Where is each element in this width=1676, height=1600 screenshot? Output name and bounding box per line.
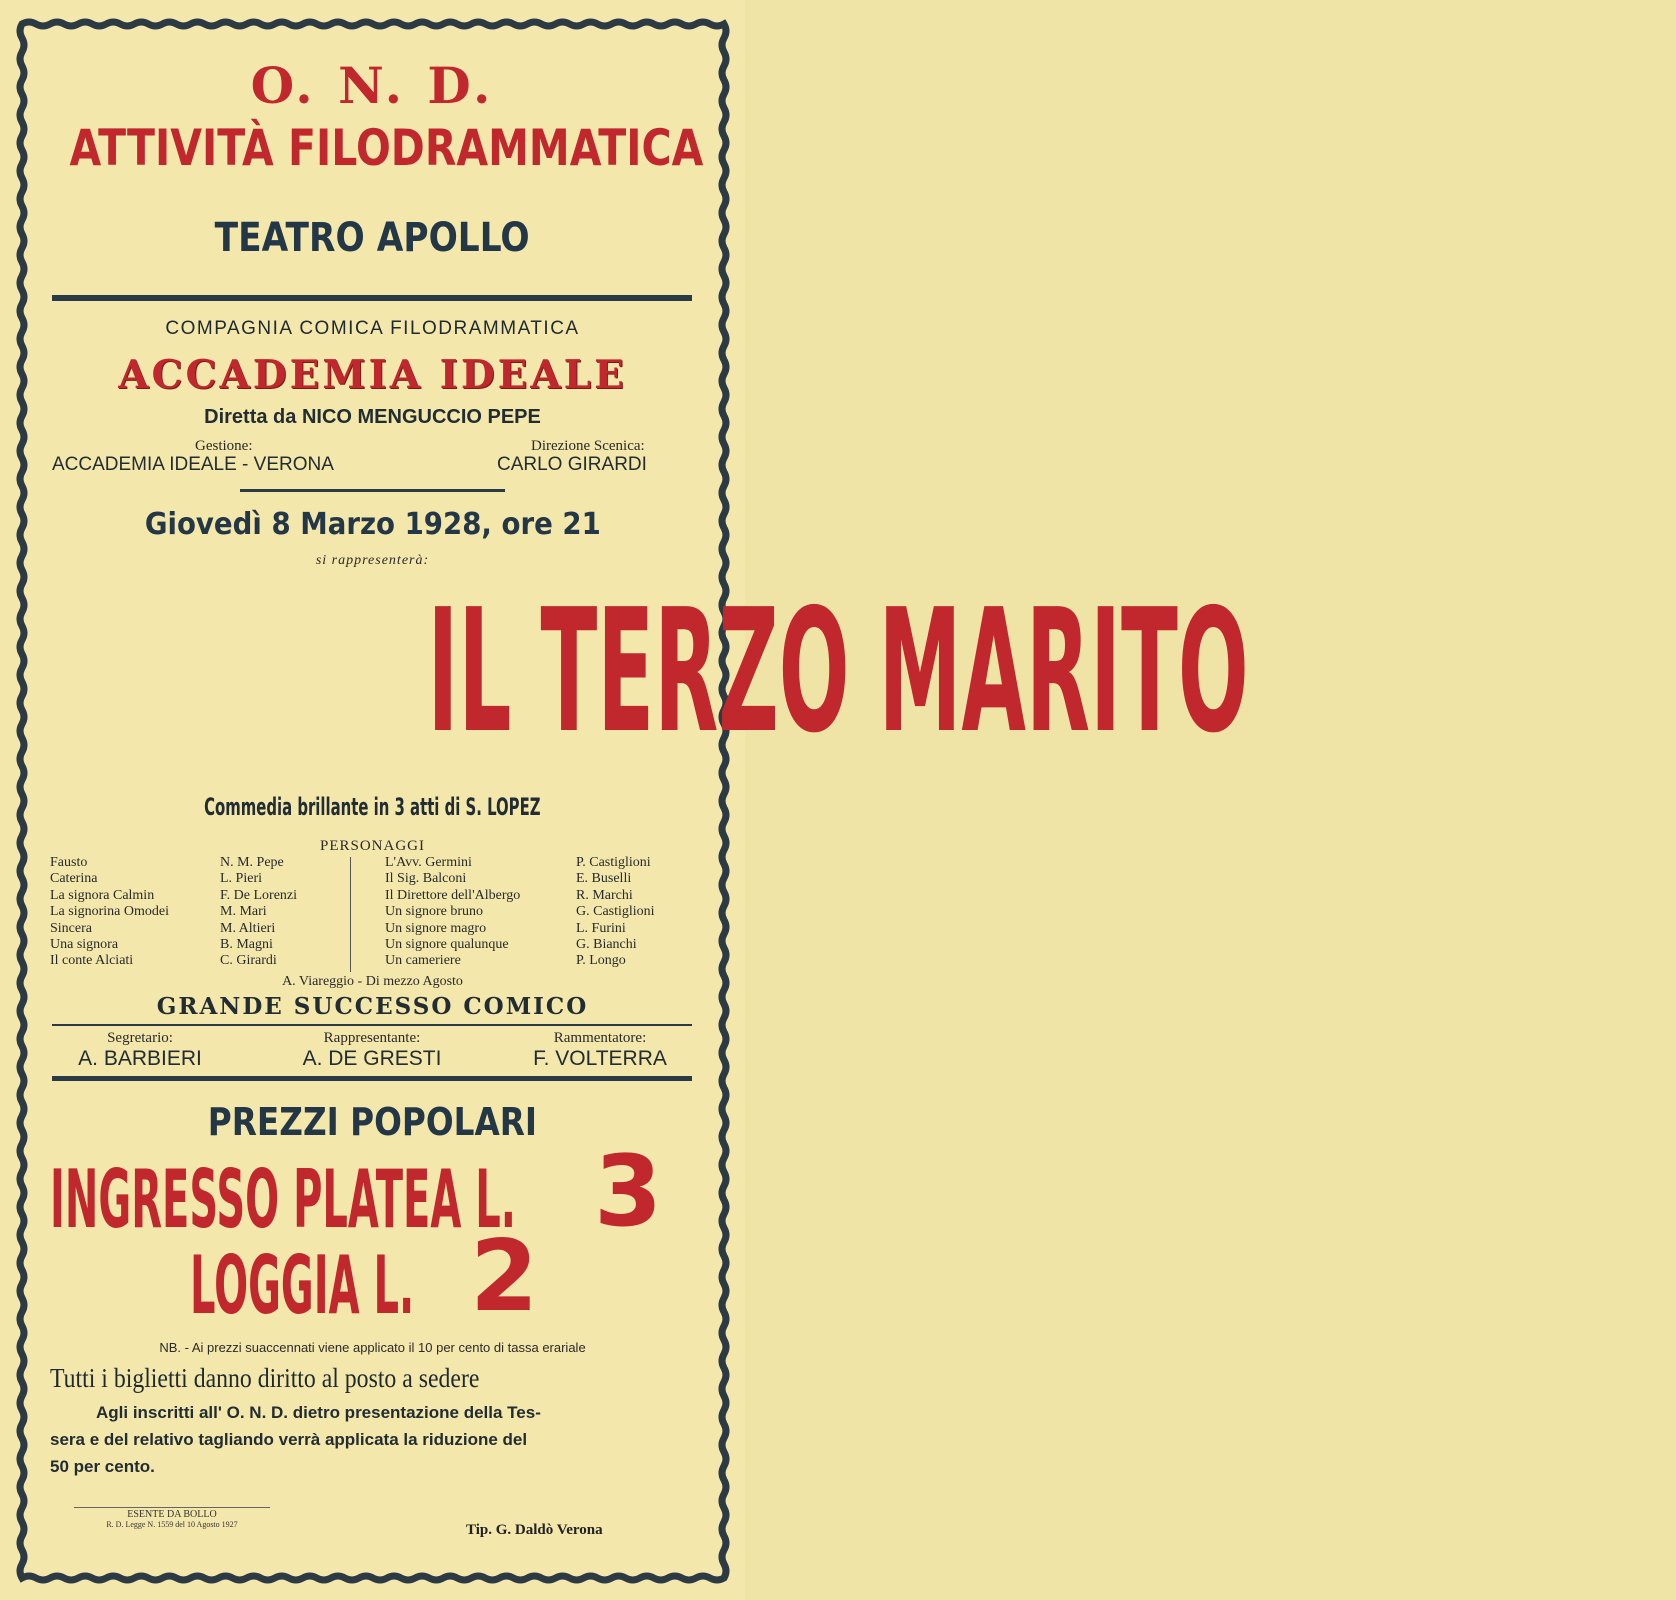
gestione-label: Gestione: xyxy=(195,438,253,454)
platea-price-value: 3 xyxy=(594,1135,663,1249)
cast-role: Il conte Alciati xyxy=(50,953,134,969)
play-title-text: IL TERZO MARITO xyxy=(427,573,1249,771)
cast-actor: R. Marchi xyxy=(576,887,633,903)
cast-actor: G. Castiglioni xyxy=(576,904,655,920)
cast-right-roles xyxy=(385,855,520,970)
cast-actor: P. Castiglioni xyxy=(576,855,651,870)
seats-notice-text: Tutti i biglietti danno diritto al posto a sedere xyxy=(50,1363,480,1393)
cast-role: Un signore qualunque xyxy=(385,937,509,953)
cast-column-divider xyxy=(350,857,351,972)
company-name: ACCADEMIA IDEALE xyxy=(118,352,627,398)
divider xyxy=(52,1024,692,1026)
cast-role: Un signore bruno xyxy=(385,904,483,920)
activity-title xyxy=(0,118,745,178)
staff-label: Segretario: xyxy=(107,1030,173,1046)
cast-role: Fausto xyxy=(50,855,88,870)
cast-right-actors xyxy=(576,855,655,970)
cast-setting: A. Viareggio - Di mezzo Agosto xyxy=(282,974,463,989)
short-divider xyxy=(240,489,505,492)
cast-actor: L. Furini xyxy=(576,920,626,936)
cast-role: Sincera xyxy=(50,920,92,936)
loggia-price-label xyxy=(190,1238,638,1338)
direzione-value: CARLO GIRARDI xyxy=(497,454,647,475)
cast-actor: C. Girardi xyxy=(220,953,277,969)
performance-date-text: Giovedì 8 Marzo 1928, ore 21 xyxy=(144,507,601,542)
company-type: COMPAGNIA COMICA FILODRAMMATICA xyxy=(165,318,580,339)
divider xyxy=(52,295,692,301)
cast-role: Un signore magro xyxy=(385,920,487,936)
theatre-name xyxy=(0,214,745,262)
cast-left-roles xyxy=(50,855,169,970)
tax-note: NB. - Ai prezzi suaccennati viene applicato il 10 per cento di tassa erariale xyxy=(159,1340,586,1355)
company-director: Diretta da NICO MENGUCCIO PEPE xyxy=(204,406,541,428)
cast-actor: B. Magni xyxy=(220,937,273,953)
discount-line-2: sera e del relativo tagliando verrà applicata la riduzione del xyxy=(50,1430,528,1449)
cast-left-actors xyxy=(220,855,297,970)
play-subtitle-text: Commedia brillante in 3 atti di S. LOPEZ xyxy=(204,793,541,821)
theatre-name-text: TEATRO APOLLO xyxy=(214,215,531,261)
cast-role: Un cameriere xyxy=(385,953,461,969)
org-title: O. N. D. xyxy=(250,56,495,115)
seats-notice xyxy=(50,1360,538,1396)
cast-role: L'Avv. Germini xyxy=(385,855,472,870)
printer-credit: Tip. G. Daldò Verona xyxy=(466,1522,603,1538)
success-banner: GRANDE SUCCESSO COMICO xyxy=(156,993,589,1020)
play-title xyxy=(0,573,1249,771)
play-subtitle xyxy=(0,793,745,821)
loggia-price-label-text: LOGGIA L. xyxy=(190,1239,415,1332)
platea-price-label-text: INGRESSO PLATEA L. xyxy=(50,1153,516,1246)
staff-name: F. VOLTERRA xyxy=(533,1047,667,1070)
cast-actor: L. Pieri xyxy=(220,871,262,887)
tax-stamp xyxy=(74,1507,270,1529)
discount-line-3: 50 per cento. xyxy=(50,1457,155,1476)
staff-name: A. DE GRESTI xyxy=(302,1047,442,1070)
cast-role: Caterina xyxy=(50,871,98,887)
cast-role: Il Sig. Balconi xyxy=(385,871,467,887)
cast-actor: F. De Lorenzi xyxy=(220,887,298,903)
cast-role: La signorina Omodei xyxy=(50,904,169,920)
staff-representative xyxy=(272,1030,472,1071)
staff-label: Rappresentante: xyxy=(323,1030,421,1046)
loggia-price-value: 2 xyxy=(470,1220,539,1334)
gestione-value: ACCADEMIA IDEALE - VERONA xyxy=(52,454,334,475)
cast-heading: PERSONAGGI xyxy=(319,838,425,854)
direzione-label: Direzione Scenica: xyxy=(531,438,645,454)
activity-title-text: ATTIVITÀ FILODRAMMATICA xyxy=(69,119,704,177)
cast-actor: M. Mari xyxy=(220,904,267,920)
divider xyxy=(52,1076,692,1081)
staff-prompter xyxy=(510,1030,690,1071)
staff-label: Rammentatore: xyxy=(553,1030,647,1046)
cast-actor: E. Buselli xyxy=(576,871,632,887)
discount-line-1: Agli inscritti all' O. N. D. dietro presentazione della Tes- xyxy=(96,1403,541,1422)
performance-date xyxy=(0,507,745,543)
cast-role: La signora Calmin xyxy=(50,887,155,903)
prices-heading-text: PREZZI POPOLARI xyxy=(207,1100,538,1144)
performance-intro: si rappresenterà: xyxy=(315,553,430,568)
cast-role: Una signora xyxy=(50,937,119,953)
cast-actor: P. Longo xyxy=(576,953,626,969)
cast-actor: G. Bianchi xyxy=(576,937,637,953)
cast-actor: M. Altieri xyxy=(220,920,276,936)
stamp-line-2: R. D. Legge N. 1559 del 10 Agosto 1927 xyxy=(106,1520,238,1529)
stamp-line-1: ESENTE DA BOLLO xyxy=(74,1507,270,1520)
cast-role: Il Direttore dell'Albergo xyxy=(385,887,521,903)
staff-name: A. BARBIERI xyxy=(78,1047,202,1070)
cast-actor: N. M. Pepe xyxy=(220,855,284,870)
staff-secretary xyxy=(50,1030,230,1071)
